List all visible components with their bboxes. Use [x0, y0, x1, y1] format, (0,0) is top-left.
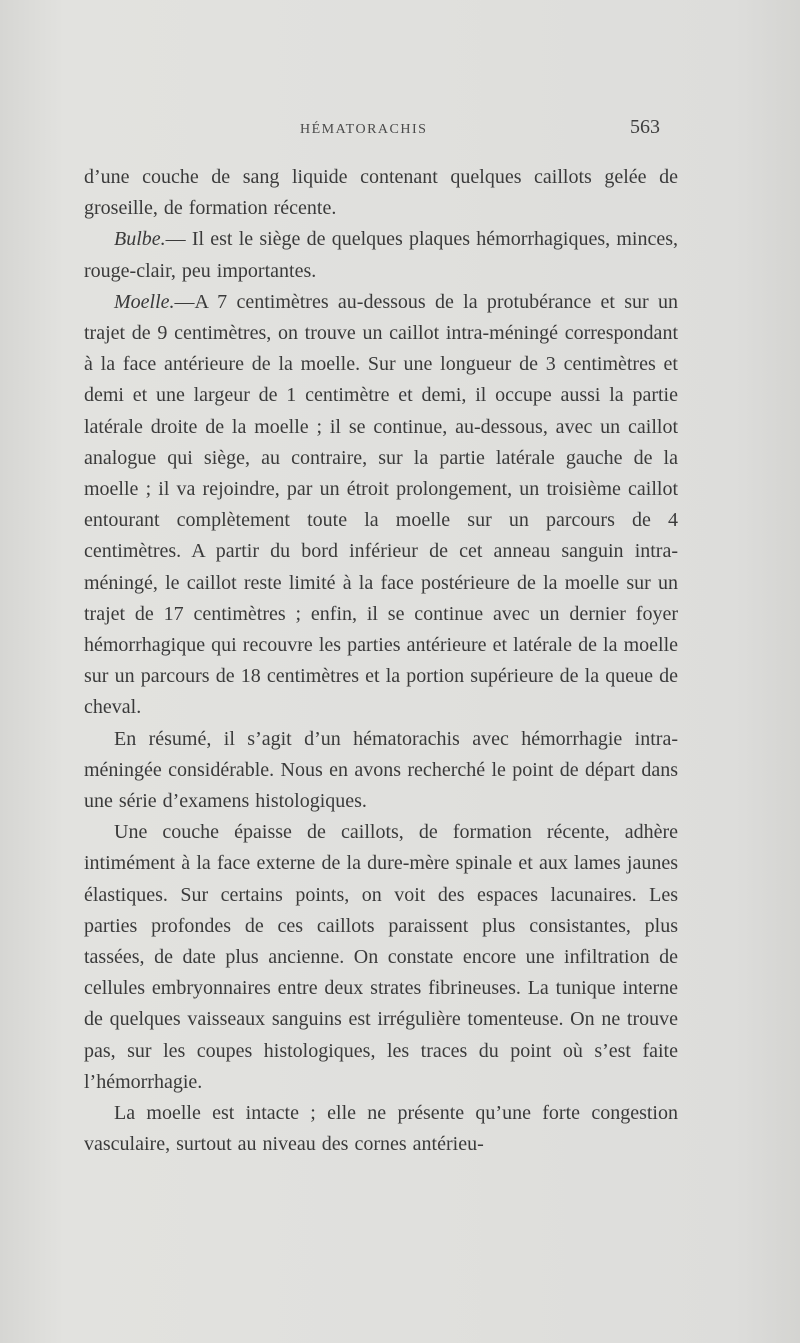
paragraph-text: Une couche épaisse de caillots, de formation récente, adhère intimément à la face externe de la dure-mère spinale et aux lames jaunes élastiques. Sur certains points, on voit des espaces lacunaires. Les parties profondes de ces caillots paraissent plus consistantes, plus tassées, de date plus ancienne. On constate encore une infiltration de cellules embryonnaires entre deux strates fibrineuses. La tunique interne de quelques vaisseaux sanguins est irrégulière tomenteuse. On ne trouve pas, sur les coupes histologiques, les traces du point où s’est faite l’hémorrhagie. [84, 821, 678, 1093]
paragraph-moelle-intacte [84, 1098, 678, 1160]
paragraph-resume [84, 724, 678, 818]
running-head: HÉMATORACHIS [300, 122, 428, 137]
page-header [0, 116, 800, 146]
paragraph-lead-moelle: Moelle. [114, 290, 175, 313]
paragraph-text: La moelle est intacte ; elle ne présente qu’une forte congestion vasculaire, surtout au niveau des cornes antérieu- [84, 1102, 678, 1156]
paragraph-text: —A 7 centimètres au-dessous de la protubérance et sur un trajet de 9 centimètres, on trouve un caillot intra-méningé correspondant à la face antérieure de la moelle. Sur une longueur de 3 centimètres et demi et une largeur de 1 centimètre et demi, il occupe aussi la partie latérale droite de la moelle ; il se continue, au-dessous, avec un caillot analogue qui siège, au contraire, sur la partie latérale gauche de la moelle ; il va rejoindre, par un étroit prolongement, un troisième caillot entourant complètement toute la moelle sur un parcours de 4 centimètres. A partir du bord inférieur de cet anneau sanguin intra-méningé, le caillot reste limité à la face postérieure de la moelle sur un trajet de 17 centimètres ; enfin, il se continue avec un dernier foyer hémorrhagique qui recouvre les parties antérieure et latérale de la moelle sur un parcours de 18 centimètres et la portion supérieure de la queue de cheval. [84, 290, 678, 719]
paragraph-text: En résumé, il s’agit d’un hématorachis avec hémorrhagie intra-méningée considérable. Nous en avons recherché le point de départ dans une série d’examens histologiques. [84, 727, 678, 813]
body-text [84, 162, 678, 1161]
paragraph-text: d’une couche de sang liquide contenant quelques caillots gelée de groseille, de formation récente. [84, 166, 678, 220]
paragraph-bulbe [84, 224, 678, 286]
paragraph-moelle [84, 287, 678, 724]
paragraph-lead-bulbe: Bulbe. [114, 228, 166, 251]
page-number: 563 [630, 116, 660, 138]
paragraph-histology [84, 817, 678, 1098]
paragraph-text: — Il est le siège de quelques plaques hémorrhagiques, minces, rouge-clair, peu importantes. [84, 228, 678, 282]
paragraph-1 [84, 162, 678, 224]
